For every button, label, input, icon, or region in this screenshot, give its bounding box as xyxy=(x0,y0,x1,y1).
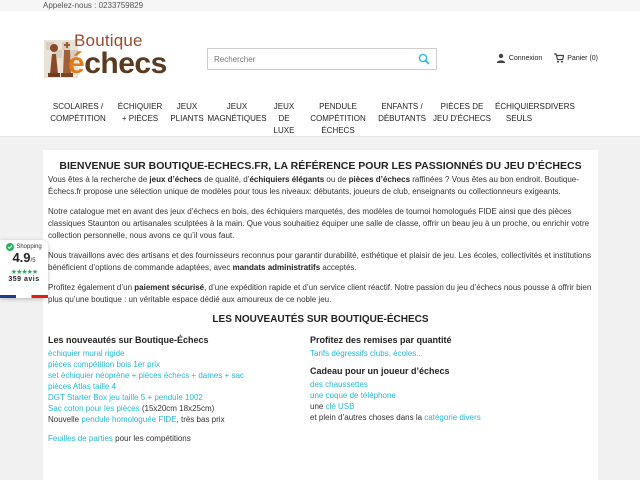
sac-line: Sac coton pour les pièces (15x20cm 18x25cm) xyxy=(48,404,215,413)
menu-item-pieces-jeu[interactable]: PIÈCES DE JEU D'ÉCHECS xyxy=(433,102,491,123)
news-left-column xyxy=(48,334,310,444)
gift-usb-line: une clé USB xyxy=(310,402,355,411)
news-heading: LES NOUVEAUTÉS SUR BOUTIQUE-ÉCHECS xyxy=(212,314,429,325)
search-icon[interactable] xyxy=(418,53,430,65)
review-badge[interactable] xyxy=(0,240,48,298)
gift-title: Cadeau pour un joueur d’échecs xyxy=(310,366,450,376)
logo[interactable] xyxy=(44,30,167,80)
news-link[interactable]: pièces compétition bois 1er prix xyxy=(48,360,161,369)
user-nav xyxy=(496,53,598,63)
news-link[interactable]: échiquier mural rigide xyxy=(48,349,125,358)
menu-item-jeux-luxe[interactable]: JEUX DE LUXE xyxy=(273,102,295,135)
sheets-line: Feuilles de parties pour les compétitions xyxy=(48,434,191,443)
cart-label: Panier (0) xyxy=(567,54,598,62)
news-columns xyxy=(48,334,593,444)
news-link[interactable]: pièces Atlas taille 4 xyxy=(48,382,117,391)
news-right-column xyxy=(310,334,572,444)
menu-item-divers[interactable]: DIVERS xyxy=(545,102,575,111)
user-icon xyxy=(496,53,506,63)
gift-divers-line: et plein d’autres choses dans la catégorie divers xyxy=(310,413,481,422)
usb-link[interactable]: clé USB xyxy=(325,402,355,411)
gift-link-socks[interactable]: des chaussettes xyxy=(310,380,368,389)
review-count: 359 avis xyxy=(8,276,40,283)
service-paragraph: Profitez également d’un paiement sécurisé, d’une expédition rapide et d’un service client réactif. Notre passion du jeu d’échecs nous pousse à offrir bien plus qu’une boutique : un véritable espace dédié aux amoureux de ce noble jeu. xyxy=(48,283,592,304)
menu-item-echiquier-pieces[interactable]: ÉCHIQUIER + PIÈCES xyxy=(117,102,163,123)
artisans-paragraph: Nous travaillons avec des artisans et des fournisseurs reconnus pour garantir durabilité, esthétique et plaisir de jeu. Les écoles, collectivités et institutions bénéficient d’options de commande adaptées, avec mandats administratifs acceptés. xyxy=(48,251,591,272)
cart-link[interactable] xyxy=(554,53,598,63)
menu-item-jeux-pliants[interactable]: JEUX PLIANTS xyxy=(170,102,204,123)
main-content xyxy=(43,150,598,480)
badge-score: 4.9/5 xyxy=(12,250,36,265)
menu-item-jeux-magnetiques[interactable]: JEUX MAGNÉTIQUES xyxy=(207,102,267,123)
news-link[interactable]: DGT Starter Box jeu taille 5 + pendule 1002 xyxy=(48,393,203,402)
tarifs-link[interactable]: Tarifs dégressifs clubs, écoles... xyxy=(310,349,423,358)
pendule-link[interactable]: pendule homologuée FIDE xyxy=(81,415,177,424)
menu-item-echiquiers-seuls[interactable]: ÉCHIQUIERS SEULS xyxy=(495,102,545,123)
star-rating-icon: ★★★★★ xyxy=(10,269,38,276)
sac-link[interactable]: Sac coton pour les pièces xyxy=(48,404,140,413)
topbar xyxy=(0,0,640,11)
main-menu xyxy=(45,101,575,137)
cart-icon xyxy=(554,53,564,63)
french-flag-icon xyxy=(0,295,48,298)
badge-label: Shopping xyxy=(16,244,42,250)
discount-title: Profitez des remises par quantité xyxy=(310,335,452,345)
login-link[interactable] xyxy=(496,53,542,63)
pendule-line: Nouvelle pendule homologuée FIDE, très bas prix xyxy=(48,415,225,424)
menu-item-enfants[interactable]: ENFANTS / DÉBUTANTS xyxy=(378,102,426,123)
sheets-link[interactable]: Feuilles de parties xyxy=(48,434,113,443)
divers-category-link[interactable]: catégorie divers xyxy=(424,413,481,422)
search-box xyxy=(207,48,437,70)
intro-paragraph: Vous êtes à la recherche de jeux d’échecs de qualité, d’échiquiers élégants ou de pièces d’échecs raffinées ? Vous êtes au bon endroit. Boutique-Échecs.fr propose une sélection unique de modèles pour tous les niveaux: débutants, joueurs de club, enseignants ou collectionneurs exigeants. xyxy=(48,175,579,196)
phone-text: Appelez-nous : 0233759829 xyxy=(43,1,144,10)
gift-link-phone-case[interactable]: une coque de téléphone xyxy=(310,391,396,400)
login-label: Connexion xyxy=(508,54,543,62)
menu-item-scolaires[interactable]: SCOLAIRES / COMPÉTITION xyxy=(50,102,106,123)
news-link[interactable]: set échiquier néoprène + pièces échecs + dames + sac xyxy=(48,371,244,380)
header xyxy=(0,11,640,137)
catalog-paragraph: Notre catalogue met en avant des jeux d’échecs en bois, des échiquiers marquetés, des modèles de tournoi homologués FIDE ainsi que des pièces classiques Staunton ou artisanales sculptées à la main. Que vous souhaitiez équiper une salle de classe, offrir un beau jeu à un proche, ou enrichir votre collection personnelle, nous avons ce qu’il vous faut. xyxy=(48,207,590,240)
logo-text-boutique: Boutique xyxy=(74,31,143,50)
search-input[interactable] xyxy=(208,50,408,70)
logo-text-echecs: échecs xyxy=(68,47,167,80)
news-title: Les nouveautés sur Boutique-Échecs xyxy=(48,335,209,345)
menu-item-pendule[interactable]: PENDULE COMPÉTITION ÉCHECS xyxy=(310,102,366,135)
page-title: BIENVENUE SUR BOUTIQUE-ECHECS.FR, LA RÉFÉRENCE POUR LES PASSIONNÉS DU JEU D’ÉCHECS xyxy=(59,160,582,172)
